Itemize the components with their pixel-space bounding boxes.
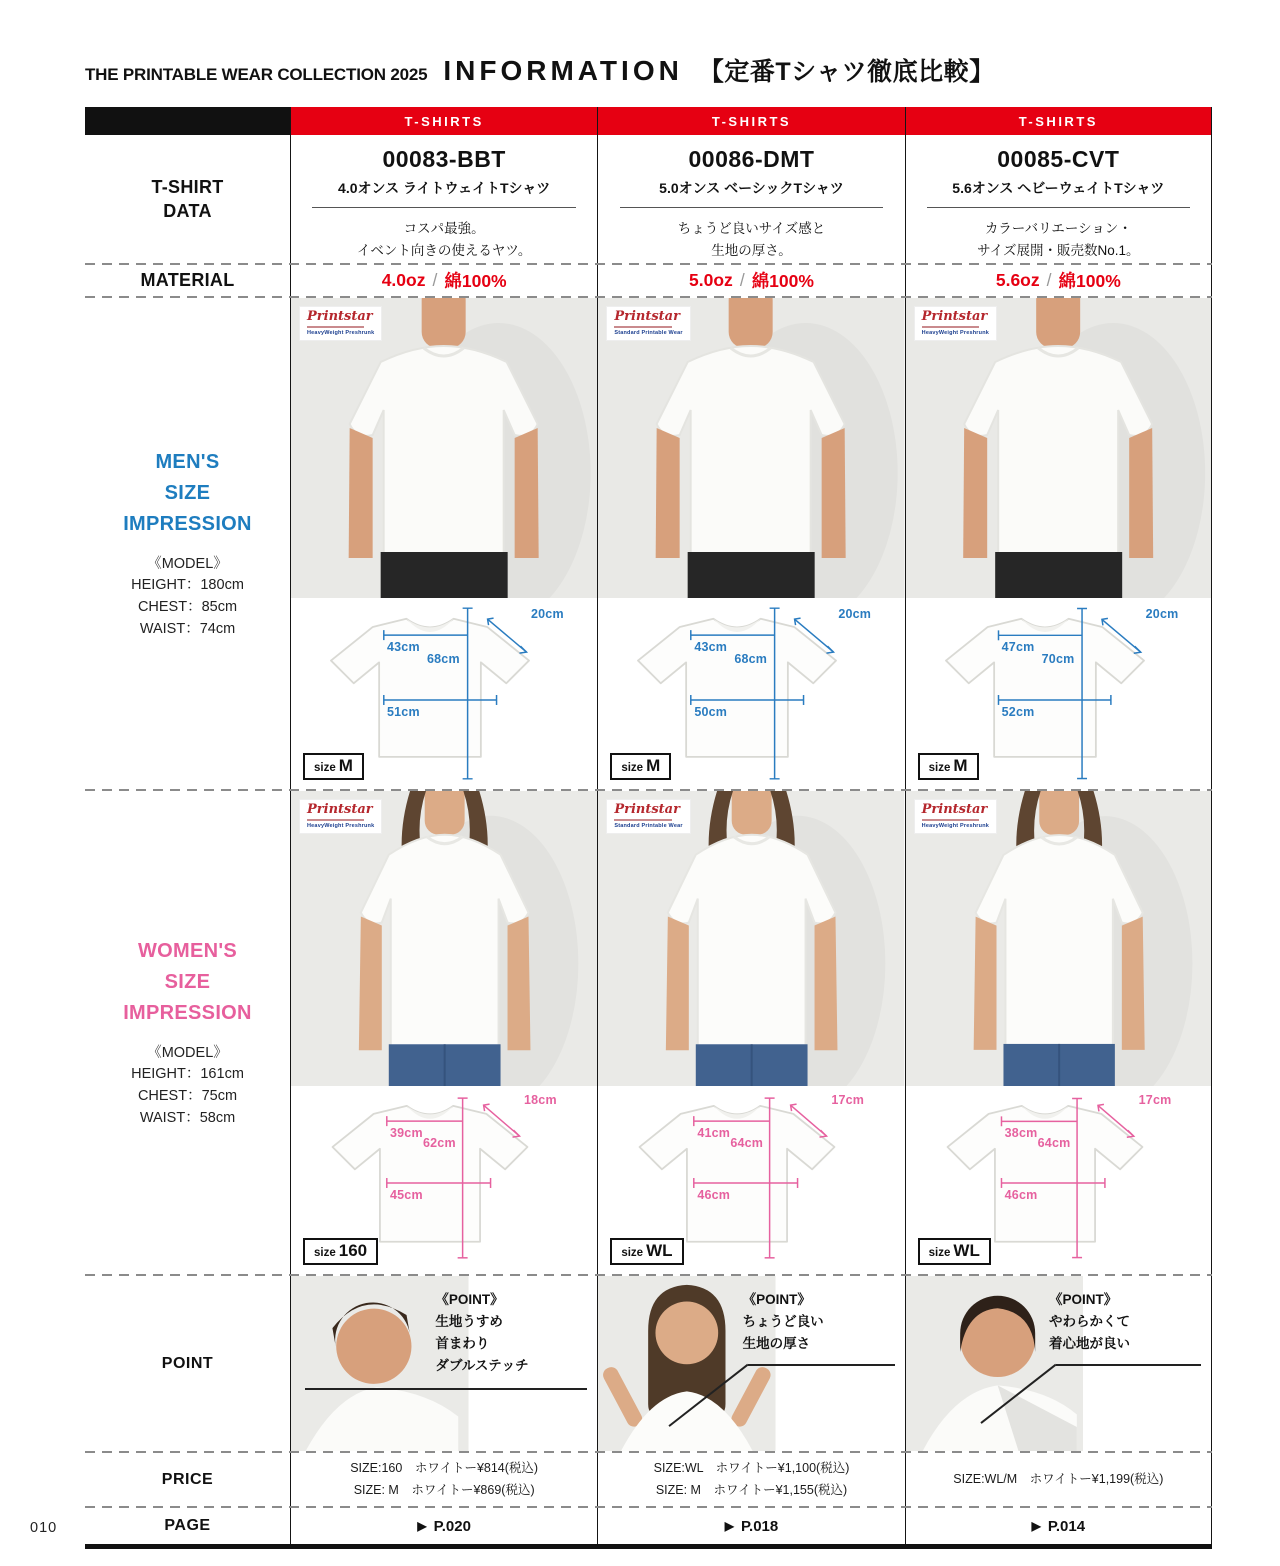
model-label: 《MODEL》: [147, 555, 228, 572]
size-badge: [610, 753, 671, 780]
model-spec: [131, 554, 244, 641]
mens-model-photo-cell: [597, 298, 904, 598]
row-label-point: [85, 1276, 290, 1451]
sleeve-measurement: 17cm: [1138, 1093, 1172, 1107]
shoulder-measurement: 39cm: [390, 1126, 423, 1140]
brand-logo-name: Printstar: [614, 802, 680, 817]
column-header: [290, 107, 597, 135]
comparison-table: [85, 107, 1212, 1549]
model-height: HEIGHT：161cm: [131, 1066, 244, 1083]
description-line: 生地の厚さ。: [711, 242, 792, 258]
point-line: ちょうど良い: [742, 1313, 824, 1329]
brand-logo-script: [922, 326, 979, 328]
model-waist: WAIST：58cm: [139, 1109, 236, 1126]
description-line: コスパ最強。: [403, 221, 485, 236]
mens-size-diagram: [290, 598, 597, 789]
shoulder-measurement: 43cm: [694, 640, 728, 654]
size-badge: [918, 1238, 991, 1265]
sleeve-measurement: 17cm: [831, 1093, 865, 1107]
womens-size-diagram: [597, 1086, 904, 1274]
brand-logo-script: [307, 326, 364, 328]
brand-logo-name: Printstar: [307, 309, 373, 324]
point-text: [743, 1289, 895, 1355]
width-measurement: 50cm: [694, 705, 728, 719]
column-header-label: T-SHIRTS: [711, 113, 792, 129]
column-header-label: T-SHIRTS: [404, 113, 484, 129]
material-oz: 5.6oz: [995, 270, 1040, 290]
page-number: 010: [30, 1520, 58, 1536]
model-spec: [131, 1043, 244, 1130]
womens-size-diagram: [290, 1086, 597, 1274]
mens-model-photo-cell: [905, 298, 1212, 598]
size-badge: [610, 1238, 683, 1265]
length-measurement: 62cm: [423, 1136, 456, 1150]
womens-title-line: WOMEN'S: [137, 939, 238, 962]
mens-title-line: MEN'S: [155, 450, 220, 473]
product-description: [597, 213, 904, 263]
womens-size-diagram: [905, 1086, 1212, 1274]
mens-size-diagram: [597, 598, 904, 789]
brand-logo: [915, 800, 996, 833]
brand-logo: [607, 800, 689, 833]
length-measurement: 68cm: [427, 652, 460, 666]
price-line: SIZE:WL ホワイトー¥1,100(税込): [653, 1460, 850, 1475]
row-label-tshirt-data: [85, 135, 290, 263]
page-ref-link[interactable]: P.018: [740, 1517, 779, 1535]
price-line: SIZE: M ホワイトー¥1,155(税込): [655, 1482, 848, 1497]
womens-model-photo-cell: [597, 791, 904, 1086]
brand-logo: [300, 800, 381, 833]
product-name: 4.0オンス ライトウェイトTシャツ: [338, 180, 551, 196]
womens-model-photo: [906, 791, 1211, 1086]
brand-logo-script: [614, 326, 672, 328]
size-badge: [918, 753, 979, 780]
product-name: 5.6オンス ヘビーウェイトTシャツ: [952, 180, 1165, 196]
material-oz: 4.0oz: [381, 270, 426, 290]
model-label: 《MODEL》: [147, 1044, 228, 1061]
page-ref-cell: [905, 1508, 1212, 1544]
row-label-text: PAGE: [164, 1517, 211, 1534]
row-label-text: MATERIAL: [140, 270, 235, 291]
top-black-bar: [85, 107, 290, 135]
point-title: 《POINT》: [435, 1292, 504, 1307]
brand-logo-name: Printstar: [614, 309, 680, 324]
sleeve-measurement: 18cm: [524, 1093, 557, 1107]
material-cell: [597, 265, 904, 296]
size-badge-prefix: size: [928, 1247, 951, 1259]
point-title: 《POINT》: [1049, 1292, 1118, 1307]
product-name-cell: [597, 135, 904, 213]
brand-logo-tagline: Standard Printable Wear: [614, 822, 683, 829]
mens-model-photo: [598, 298, 904, 598]
point-line: 生地の厚さ: [742, 1335, 811, 1351]
product-name: 5.0オンス ベーシックTシャツ: [659, 180, 844, 196]
brand-logo-name: Printstar: [921, 802, 988, 817]
collection-title: THE PRINTABLE WEAR COLLECTION 2025: [85, 65, 428, 84]
product-code: 00085-CVT: [997, 146, 1120, 172]
page-title: INFORMATION: [443, 55, 683, 86]
womens-model-photo-cell: [905, 791, 1212, 1086]
size-badge-prefix: size: [621, 1247, 644, 1259]
mens-model-photo: [906, 298, 1211, 598]
page-ref-cell: [597, 1508, 904, 1544]
material-slash: /: [1046, 270, 1052, 290]
size-badge-value: WL: [953, 1241, 980, 1260]
mens-size-diagram: [905, 598, 1212, 789]
womens-model-photo: [598, 791, 904, 1086]
length-measurement: 68cm: [734, 652, 768, 666]
shoulder-measurement: 38cm: [1004, 1126, 1038, 1140]
point-text: [1049, 1289, 1201, 1355]
material-slash: /: [739, 270, 745, 290]
description-line: イベント向きの使えるヤツ。: [356, 242, 532, 258]
material-fabric: 綿100%: [751, 271, 814, 291]
point-underline: [1056, 1364, 1201, 1366]
bottom-black-bar: [85, 1544, 1212, 1549]
point-underline: [748, 1364, 894, 1366]
brand-logo: [607, 307, 689, 340]
material-cell: [905, 265, 1212, 296]
size-badge-value: M: [646, 756, 661, 775]
mens-model-photo: [291, 298, 597, 598]
row-label-text: PRICE: [161, 1470, 214, 1488]
size-badge-prefix: size: [621, 762, 644, 774]
size-badge: [303, 753, 364, 780]
point-line: 首まわり: [435, 1335, 490, 1351]
material-cell: [290, 265, 597, 296]
width-measurement: 46cm: [697, 1188, 731, 1202]
shoulder-measurement: 41cm: [697, 1126, 731, 1140]
row-label-material: [85, 265, 290, 296]
material-fabric: 綿100%: [1058, 271, 1121, 291]
point-cell: [290, 1276, 597, 1451]
underline: [927, 207, 1190, 208]
point-pointer-line: [305, 1388, 587, 1390]
point-cell: [905, 1276, 1212, 1451]
point-line: やわらかくて: [1049, 1313, 1130, 1329]
point-cell: [597, 1276, 904, 1451]
price-line: SIZE:WL/M ホワイトー¥1,199(税込): [953, 1471, 1164, 1486]
brand-logo-tagline: HeavyWeight Preshrunk: [307, 329, 375, 336]
size-badge-value: WL: [646, 1241, 673, 1260]
model-chest: CHEST：85cm: [137, 599, 238, 615]
size-badge: [303, 1238, 378, 1265]
column-header: [597, 107, 904, 135]
point-title: 《POINT》: [742, 1292, 811, 1307]
page-header: [85, 52, 995, 88]
size-badge-prefix: size: [928, 762, 951, 774]
brand-logo-script: [307, 819, 364, 821]
price-line: SIZE: M ホワイトー¥869(税込): [353, 1482, 535, 1497]
mens-model-photo-cell: [290, 298, 597, 598]
size-badge-value: 160: [338, 1241, 368, 1260]
shoulder-measurement: 47cm: [1001, 640, 1035, 654]
point-line: 着心地が良い: [1049, 1335, 1130, 1351]
brand-logo-script: [614, 819, 672, 821]
product-description: [905, 213, 1212, 263]
model-chest: CHEST：75cm: [137, 1088, 238, 1104]
price-cell: [290, 1453, 597, 1506]
brand-logo-script: [922, 819, 979, 821]
point-text: [435, 1289, 587, 1376]
model-height: HEIGHT：180cm: [131, 577, 244, 594]
row-label-mens-size: [85, 298, 290, 789]
product-code: 00086-DMT: [688, 146, 815, 172]
page-title-jp: 【定番Tシャツ徹底比較】: [698, 58, 995, 86]
brand-logo-tagline: HeavyWeight Preshrunk: [921, 329, 990, 336]
page-ref-link[interactable]: P.014: [1047, 1517, 1086, 1535]
product-code: 00083-BBT: [382, 146, 506, 172]
price-line: SIZE:160 ホワイトー¥814(税込): [350, 1460, 539, 1475]
product-description: [290, 213, 597, 263]
underline: [312, 207, 575, 208]
material-fabric: 綿100%: [444, 271, 507, 291]
point-line: ダブルステッチ: [435, 1357, 529, 1373]
play-arrow-icon: ▶: [724, 1519, 734, 1533]
womens-model-photo-cell: [290, 791, 597, 1086]
mens-title-line: IMPRESSION: [123, 512, 252, 535]
length-measurement: 64cm: [730, 1136, 764, 1150]
row-label-line: T-SHIRT: [151, 176, 224, 197]
mens-title-line: SIZE: [164, 481, 211, 504]
row-label-text: POINT: [161, 1354, 214, 1372]
row-label-page: [85, 1508, 290, 1544]
brand-logo-tagline: Standard Printable Wear: [614, 329, 683, 336]
sleeve-measurement: 20cm: [1145, 607, 1179, 621]
price-cell: [597, 1453, 904, 1506]
model-waist: WAIST：74cm: [139, 620, 236, 637]
point-line: 生地うすめ: [435, 1313, 503, 1329]
description-line: ちょうど良いサイズ感と: [677, 221, 826, 236]
width-measurement: 45cm: [390, 1188, 423, 1202]
length-measurement: 64cm: [1037, 1136, 1071, 1150]
width-measurement: 52cm: [1001, 705, 1035, 719]
column-header: [905, 107, 1212, 135]
womens-title-line: IMPRESSION: [123, 1001, 252, 1024]
size-badge-prefix: size: [314, 762, 336, 774]
play-arrow-icon: ▶: [1031, 1519, 1041, 1533]
column-header-label: T-SHIRTS: [1018, 113, 1098, 129]
brand-logo-name: Printstar: [921, 309, 988, 324]
row-label-line: DATA: [163, 201, 212, 221]
size-badge-prefix: size: [314, 1247, 336, 1259]
underline: [620, 207, 883, 208]
play-arrow-icon: ▶: [417, 1519, 427, 1533]
page-ref-cell: [290, 1508, 597, 1544]
womens-model-photo: [291, 791, 597, 1086]
row-label-womens-size: [85, 791, 290, 1274]
size-badge-value: M: [338, 756, 353, 775]
product-name-cell: [290, 135, 597, 213]
brand-logo-name: Printstar: [307, 802, 373, 817]
price-cell: [905, 1453, 1212, 1506]
length-measurement: 70cm: [1041, 652, 1075, 666]
row-label-price: [85, 1453, 290, 1506]
shoulder-measurement: 43cm: [387, 640, 420, 654]
page-ref-link[interactable]: P.020: [433, 1517, 471, 1535]
sleeve-measurement: 20cm: [531, 607, 564, 621]
womens-title-line: SIZE: [164, 970, 211, 993]
description-line: サイズ展開・販売数No.1。: [977, 242, 1140, 258]
brand-logo: [915, 307, 996, 340]
product-name-cell: [905, 135, 1212, 213]
description-line: カラーバリエーション・: [984, 221, 1132, 236]
material-slash: /: [432, 270, 438, 290]
brand-logo-tagline: HeavyWeight Preshrunk: [921, 822, 990, 829]
width-measurement: 46cm: [1004, 1188, 1038, 1202]
brand-logo: [300, 307, 381, 340]
width-measurement: 51cm: [387, 705, 420, 719]
material-oz: 5.0oz: [689, 270, 733, 290]
sleeve-measurement: 20cm: [838, 607, 872, 621]
brand-logo-tagline: HeavyWeight Preshrunk: [307, 822, 375, 829]
size-badge-value: M: [953, 756, 968, 775]
